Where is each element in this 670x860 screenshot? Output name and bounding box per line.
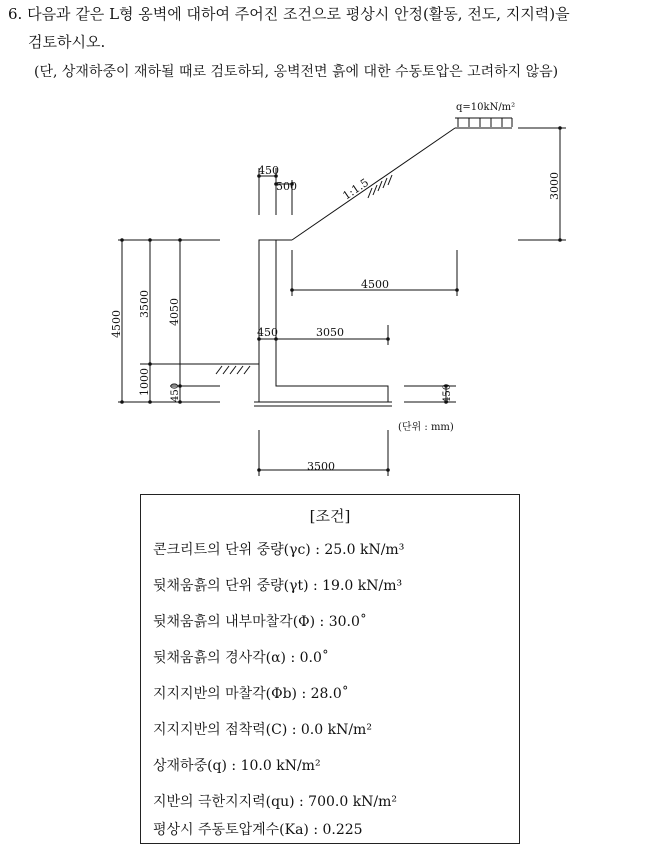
dim-4500-vertical: 4500	[110, 310, 123, 338]
surcharge-load-label: q=10kN/m²	[456, 102, 516, 113]
dim-450-right: 450	[442, 383, 453, 403]
dim-4050: 4050	[168, 298, 181, 326]
l-wall-outline	[259, 240, 388, 402]
condition-item: 지지지반의 마찰각(Φb) : 28.0˚	[153, 686, 349, 702]
question-line-1: 6. 다음과 같은 L형 옹벽에 대하여 주어진 조건으로 평상시 안정(활동, 전도, 지지력)을	[8, 5, 570, 23]
dim-450-stem: 450	[257, 326, 278, 339]
backfill-slope	[292, 128, 455, 240]
question-line-2: 검토하시오.	[28, 33, 106, 51]
dim-3500: 3500	[138, 290, 151, 318]
condition-item: 평상시 주동토압계수(Ka) : 0.225	[153, 822, 363, 838]
question-condition-note: (단, 상재하중이 재하될 때로 검토하되, 옹벽전면 흙에 대한 수동토압은 고려하지 않음)	[34, 64, 559, 80]
ground-hatch-mark	[216, 366, 250, 374]
condition-item: 뒷채움흙의 경사각(α) : 0.0˚	[153, 650, 329, 666]
dim-4500-horizontal: 4500	[361, 278, 389, 291]
condition-item: 상재하중(q) : 10.0 kN/m²	[153, 758, 321, 774]
retaining-wall-figure	[0, 88, 670, 488]
dim-3500-base: 3500	[307, 460, 335, 473]
conditions-title: [조건]	[309, 507, 351, 525]
condition-item: 지반의 극한지지력(qu) : 700.0 kN/m²	[153, 794, 398, 810]
dim-1000: 1000	[138, 368, 151, 396]
dimension-ticks	[120, 126, 562, 472]
unit-note: (단위 : mm)	[398, 422, 454, 433]
dim-top-500: 500	[276, 180, 297, 193]
conditions-box	[140, 494, 520, 844]
dim-3000: 3000	[548, 172, 561, 200]
condition-item: 지지지반의 점착력(C) : 0.0 kN/m²	[153, 722, 372, 738]
surcharge-load-arrows	[455, 118, 512, 127]
dim-450-left: 450	[170, 382, 181, 402]
condition-item: 뒷채움흙의 내부마찰각(Φ) : 30.0˚	[153, 614, 367, 630]
slope-hatch-mark	[368, 175, 392, 198]
slope-ratio-label: 1:1.5	[340, 175, 372, 203]
dim-top-450: 450	[258, 164, 279, 177]
condition-item: 뒷채움흙의 단위 중량(γt) : 19.0 kN/m³	[153, 578, 403, 594]
condition-item: 콘크리트의 단위 중량(γc) : 25.0 kN/m³	[153, 542, 405, 558]
dim-3050: 3050	[316, 326, 344, 339]
